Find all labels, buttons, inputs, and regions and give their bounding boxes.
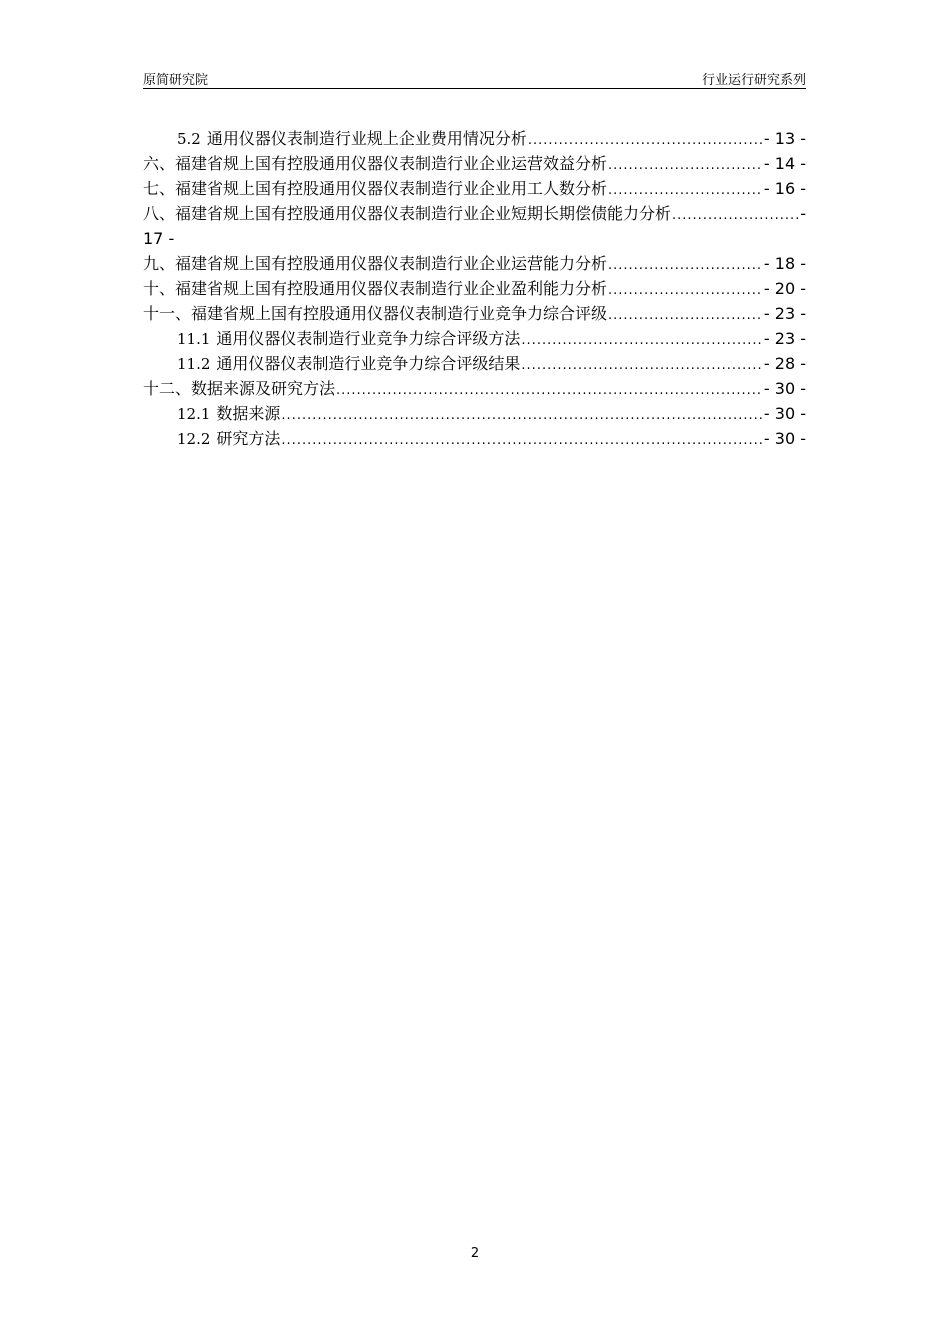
toc-entry-title: 十二、数据来源及研究方法 [143, 379, 336, 398]
toc-leader-dots [608, 303, 763, 328]
toc-entry-title: 研究方法 [216, 429, 281, 448]
toc-entry-page-part: - [800, 204, 806, 223]
toc-entry-title: 八、福建省规上国有控股通用仪器仪表制造行业企业短期长期偿债能力分析 [143, 204, 672, 223]
toc-entry-11[interactable] [143, 301, 806, 326]
toc-entry-number: 12.2 [177, 430, 211, 448]
toc-entry-12-1[interactable] [143, 401, 806, 426]
toc-entry-number: 12.1 [177, 405, 211, 423]
toc-leader-dots [608, 253, 763, 278]
toc-entry-title: 九、福建省规上国有控股通用仪器仪表制造行业企业运营能力分析 [143, 254, 608, 273]
toc-entry-title: 通用仪器仪表制造行业竞争力综合评级方法 [216, 329, 521, 348]
toc-leader-dots [608, 153, 763, 178]
toc-entry-page: - 20 - [763, 279, 806, 298]
toc-entry-title: 通用仪器仪表制造行业规上企业费用情况分析 [206, 129, 527, 148]
toc-leader-dots [336, 378, 763, 403]
toc-entry-title: 六、福建省规上国有控股通用仪器仪表制造行业企业运营效益分析 [143, 154, 608, 173]
toc-leader-dots [608, 278, 763, 303]
toc-entry-page: - 14 - [763, 154, 806, 173]
toc-entry-5-2[interactable] [143, 126, 806, 151]
toc-entry-page: - 30 - [763, 404, 806, 423]
toc-leader-dots [521, 353, 763, 378]
toc-leader-dots [672, 203, 799, 228]
toc-entry-12[interactable] [143, 376, 806, 401]
toc-leader-dots [608, 178, 763, 203]
header-org-name: 原简研究院 [143, 73, 209, 88]
toc-entry-page: - 30 - [763, 379, 806, 398]
toc-entry-title: 七、福建省规上国有控股通用仪器仪表制造行业企业用工人数分析 [143, 179, 608, 198]
toc-leader-dots [281, 403, 763, 428]
toc-entry-6[interactable] [143, 151, 806, 176]
page-header [143, 68, 806, 89]
toc-leader-dots [528, 128, 763, 153]
toc-entry-title: 数据来源 [216, 404, 281, 423]
toc-entry-page: - 23 - [763, 329, 806, 348]
toc-entry-9[interactable] [143, 251, 806, 276]
toc-entry-title: 十一、福建省规上国有控股通用仪器仪表制造行业竞争力综合评级 [143, 304, 608, 323]
toc-entry-title: 通用仪器仪表制造行业竞争力综合评级结果 [216, 354, 521, 373]
toc-entry-page: - 23 - [763, 304, 806, 323]
toc-entry-number: 11.2 [177, 355, 211, 373]
toc-entry-12-2[interactable] [143, 426, 806, 451]
toc-entry-number: 11.1 [177, 330, 211, 348]
page-number: 2 [470, 1246, 480, 1261]
toc-entry-number: 5.2 [177, 130, 201, 148]
toc-entry-7[interactable] [143, 176, 806, 201]
toc-entry-page: - 16 - [763, 179, 806, 198]
toc-entry-11-2[interactable] [143, 351, 806, 376]
toc-leader-dots [281, 428, 763, 453]
toc-entry-page: - 18 - [763, 254, 806, 273]
toc-entry-10[interactable] [143, 276, 806, 301]
toc-entry-title: 十、福建省规上国有控股通用仪器仪表制造行业企业盈利能力分析 [143, 279, 608, 298]
header-series-title: 行业运行研究系列 [701, 73, 806, 88]
toc-entry-page: - 28 - [763, 354, 806, 373]
toc-entry-11-1[interactable] [143, 326, 806, 351]
toc-leader-dots [521, 328, 763, 353]
toc-entry-8[interactable] [143, 201, 806, 251]
toc-entry-page-continued: 17 - [143, 229, 175, 248]
table-of-contents [143, 126, 806, 451]
toc-entry-page: - 30 - [763, 429, 806, 448]
toc-entry-page: - 13 - [763, 129, 806, 148]
